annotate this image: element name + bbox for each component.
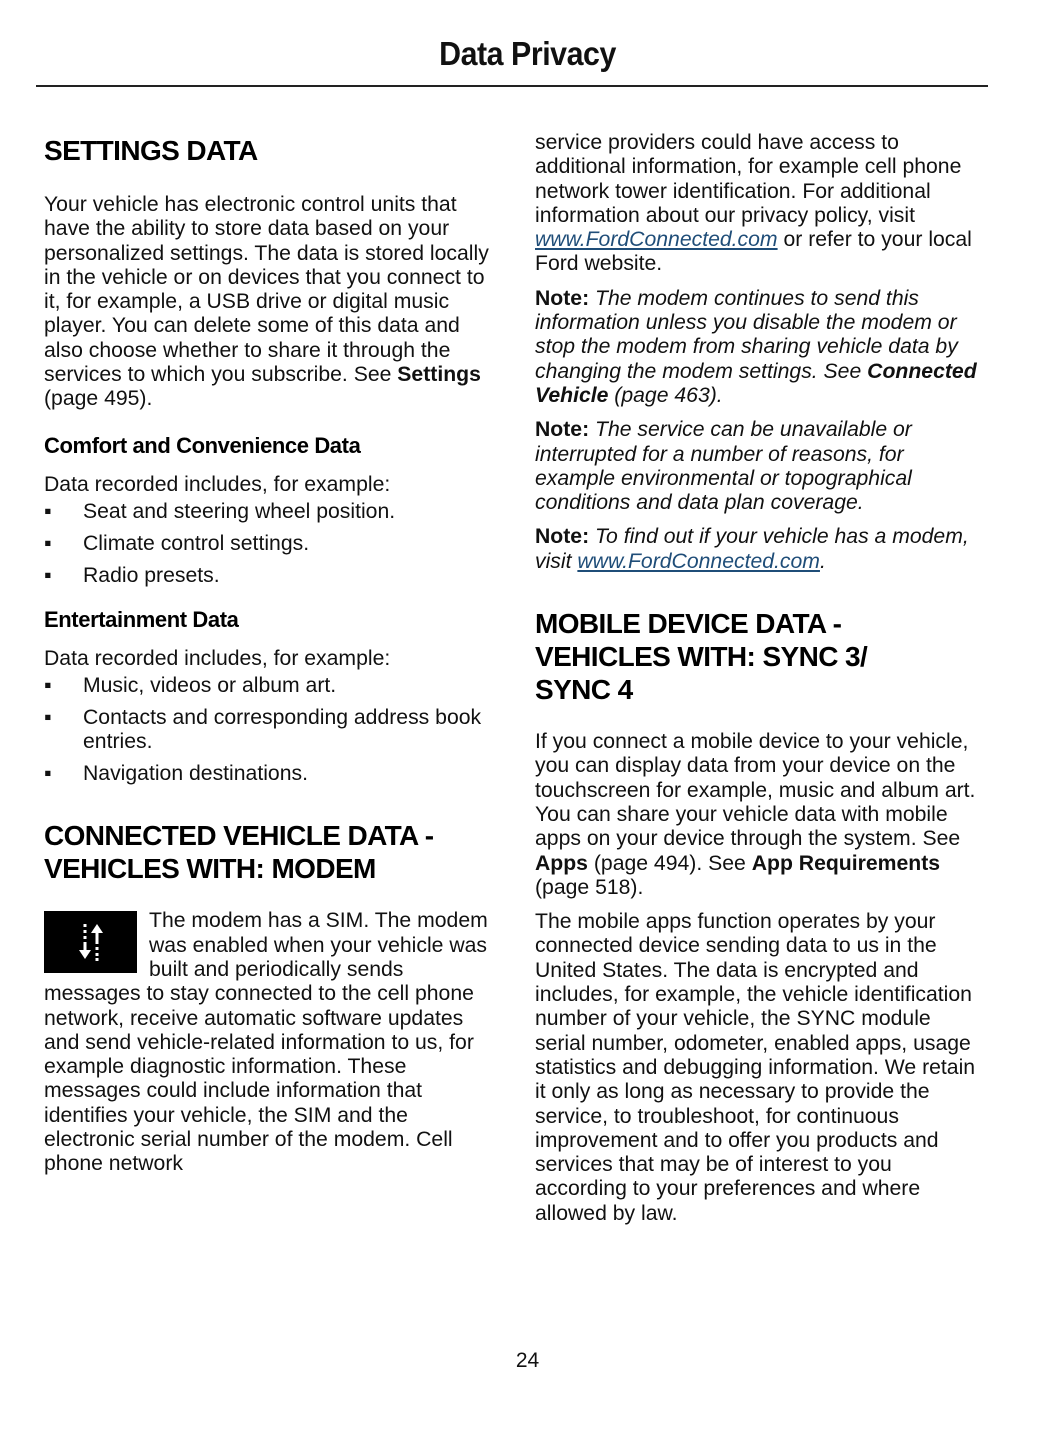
settings-reference-link[interactable]: Settings — [397, 363, 481, 387]
app-requirements-reference-link[interactable]: App Requirements — [751, 851, 941, 875]
mobile-device-heading — [535, 607, 981, 706]
entertainment-heading: Entertainment Data — [44, 606, 239, 632]
continued-paragraph — [535, 131, 981, 277]
comfort-convenience-heading: Comfort and Convenience Data — [44, 432, 361, 458]
page-header — [0, 30, 1055, 78]
list-item-text: Seat and steering wheel position. — [83, 499, 396, 523]
entertainment-intro: Data recorded includes, for example: — [44, 646, 391, 670]
settings-reference-page: (page 495). — [44, 387, 153, 411]
bullet-icon: ▪ — [44, 531, 52, 555]
comfort-list — [44, 500, 490, 588]
connected-vehicle-paragraph: The modem has a SIM. The modem was enabled when your vehicle was built and periodically sends messages to stay connected to the cell phone network, receive automatic software updates and send vehicle-related information to us, for example diagnostic information. These messages could include information that identifies your vehicle, the SIM and the electronic serial number of the modem. Cell phone network — [44, 909, 488, 1176]
list-item — [44, 706, 490, 755]
note-text: The modem continues to send this information unless you disable the modem or stop the modem from sharing vehicle data by changing the modem settings. See — [535, 286, 958, 383]
connected-vehicle-body — [44, 909, 490, 1176]
heading-line: VEHICLES WITH: SYNC 3/ — [535, 641, 868, 673]
settings-data-text: Your vehicle has electronic control units that have the ability to store data based on your personalized settings. The data is stored locally in the vehicle or on devices that you connect to it, for example, a USB drive or digital music player. You can delete some of this data and also choose whether to share it through the services to which you subscribe. See — [44, 193, 489, 387]
bullet-icon: ▪ — [44, 499, 52, 523]
page-title: Data Privacy — [439, 35, 616, 72]
mobile-device-text: If you connect a mobile device to your vehicle, you can display data from your device on the touchscreen for example, music and album art. You can share your vehicle data with mobile apps on your device through the system. See — [535, 730, 976, 851]
note-service-unavailable — [535, 418, 981, 515]
ford-connected-link[interactable]: www.FordConnected.com — [577, 549, 820, 573]
page-number: 24 — [515, 1349, 540, 1372]
note-text: To find out if your vehicle has a modem, visit — [535, 525, 969, 573]
right-column — [535, 131, 981, 1226]
list-item-text: Radio presets. — [83, 563, 220, 587]
modem-data-transfer-icon — [44, 911, 137, 973]
ford-connected-link[interactable]: www.FordConnected.com — [535, 228, 778, 252]
comfort-intro: Data recorded includes, for example: — [44, 472, 391, 496]
up-down-arrows-icon — [74, 922, 108, 962]
list-item-text: Music, videos or album art. — [83, 674, 337, 698]
note-find-modem — [535, 525, 981, 574]
note-label: Note: — [535, 525, 590, 549]
list-item — [44, 500, 490, 524]
note-modem-continues — [535, 287, 981, 408]
app-requirements-reference-page: (page 518). — [535, 875, 644, 899]
apps-reference-link[interactable]: Apps — [535, 851, 588, 875]
connected-vehicle-reference-link[interactable]: Connected Vehicle — [535, 359, 977, 407]
connected-vehicle-heading — [44, 819, 490, 885]
bullet-icon: ▪ — [44, 563, 52, 587]
heading-line: MOBILE DEVICE DATA - — [535, 608, 842, 640]
left-column — [44, 128, 490, 1177]
bullet-icon: ▪ — [44, 762, 52, 786]
mobile-apps-paragraph: The mobile apps function operates by your connected device sending data to us in the United States. The data is encrypted and includes, for example, the vehicle identification number of your vehicle, the SYNC module serial number, odometer, enabled apps, usage statistics and debugging information. We retain it only as long as necessary to provide the service, to troubleshoot, for continuous improvement and to offer you products and services that may be of interest to you according to your preferences and where allowed by law. — [535, 910, 976, 1225]
note-label: Note: — [535, 418, 590, 442]
continued-tail: or refer to your local Ford website. — [535, 228, 972, 276]
settings-data-paragraph — [44, 193, 490, 412]
list-item-text: Climate control settings. — [83, 531, 310, 555]
heading-line: SYNC 4 — [535, 674, 633, 706]
list-item — [44, 564, 490, 588]
entertainment-list — [44, 674, 490, 786]
list-item — [44, 762, 490, 786]
list-item — [44, 674, 490, 698]
heading-line: CONNECTED VEHICLE DATA - — [44, 820, 434, 852]
note-tail: . — [819, 549, 826, 573]
note-reference-page: (page 463). — [608, 383, 723, 407]
bullet-icon: ▪ — [44, 674, 52, 698]
heading-line: VEHICLES WITH: MODEM — [44, 853, 376, 885]
settings-data-heading: SETTINGS DATA — [44, 135, 258, 166]
list-item-text: Contacts and corresponding address book entries. — [83, 705, 482, 754]
apps-reference-page: (page 494). See — [587, 851, 752, 875]
note-text: The service can be unavailable or interrupted for a number of reasons, for example environmental or topographical conditions and data plan coverage. — [535, 418, 912, 515]
mobile-device-paragraph — [535, 730, 981, 900]
continued-text: service providers could have access to additional information, for example cell phone network tower identification. For additional information about our privacy policy, visit — [535, 131, 962, 227]
list-item — [44, 532, 490, 556]
header-divider — [36, 85, 988, 87]
list-item-text: Navigation destinations. — [83, 762, 308, 786]
bullet-icon: ▪ — [44, 705, 52, 729]
note-label: Note: — [535, 286, 590, 310]
